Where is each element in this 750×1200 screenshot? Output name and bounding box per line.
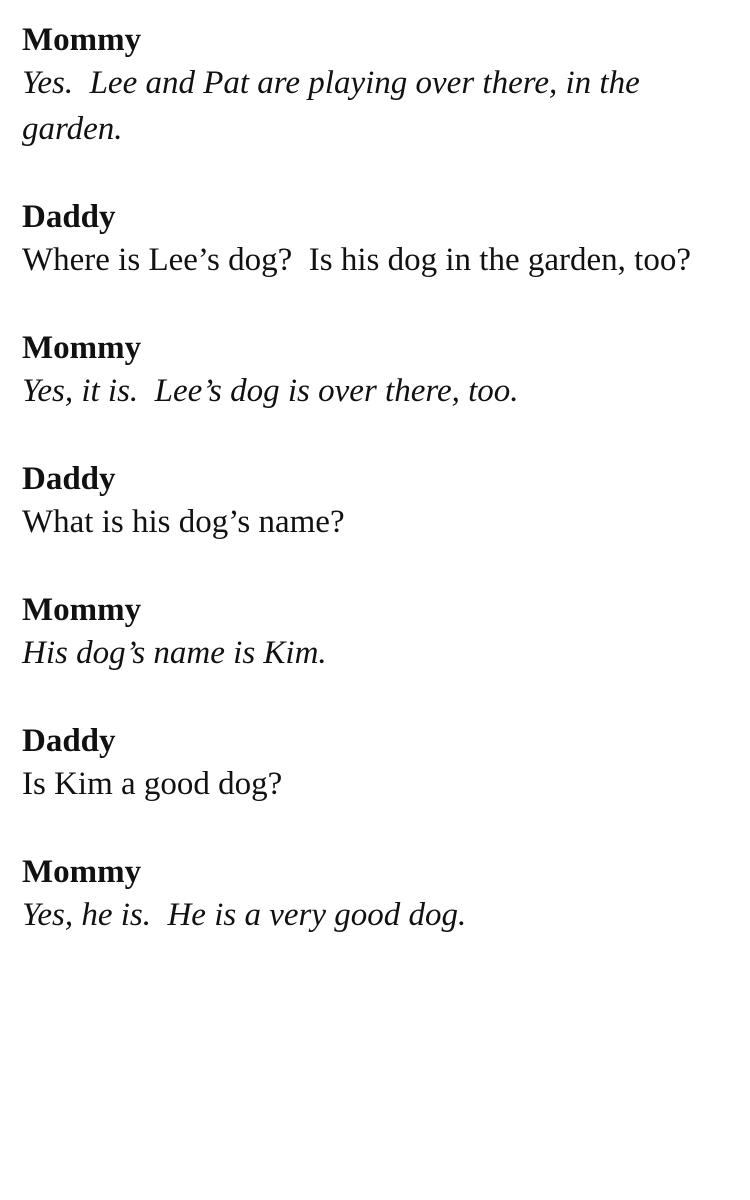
speaker-line: Where is Lee’s dog? Is his dog in the garden, too? [22, 242, 691, 278]
dialogue-page [22, 20, 732, 983]
speaker-name: Daddy [22, 199, 116, 235]
dialogue-turn [22, 459, 732, 545]
dialogue-turn [22, 721, 732, 807]
dialogue-turn [22, 852, 732, 938]
speaker-line: Is Kim a good dog? [22, 766, 283, 802]
dialogue-turn [22, 590, 732, 676]
speaker-line: Yes, he is. He is a very good dog. [22, 897, 467, 933]
speaker-name: Daddy [22, 723, 116, 759]
speaker-line: What is his dog’s name? [22, 504, 345, 540]
speaker-line: Yes, it is. Lee’s dog is over there, too. [22, 373, 519, 409]
speaker-name: Mommy [22, 592, 142, 628]
dialogue-turn [22, 328, 732, 414]
speaker-line: Yes. Lee and Pat are playing over there, in the garden. [22, 65, 648, 147]
dialogue-turn [22, 20, 732, 152]
speaker-name: Mommy [22, 854, 142, 890]
speaker-name: Mommy [22, 22, 142, 58]
dialogue-turn [22, 197, 732, 283]
speaker-line: His dog’s name is Kim. [22, 635, 327, 671]
speaker-name: Mommy [22, 330, 142, 366]
speaker-name: Daddy [22, 461, 116, 497]
